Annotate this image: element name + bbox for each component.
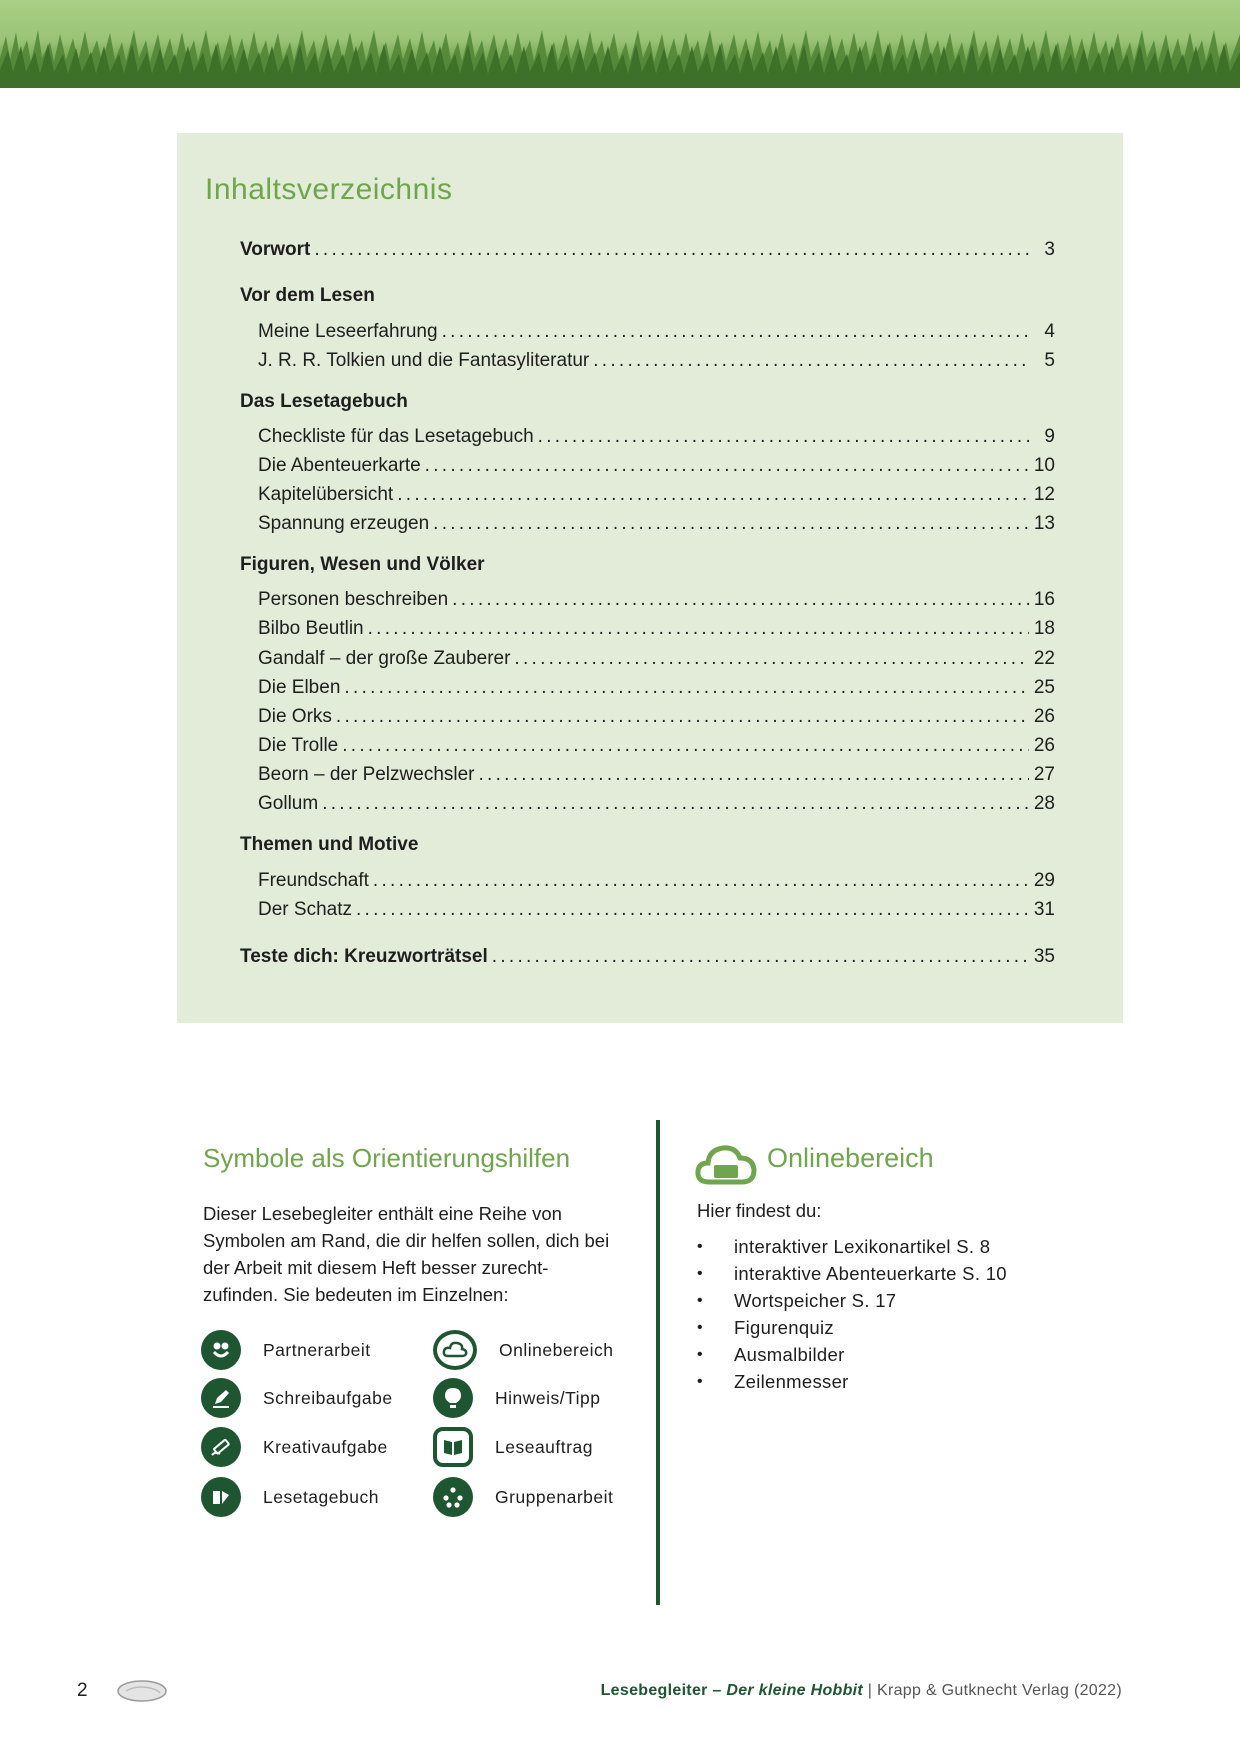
toc-section-heading: Vor dem Lesen (240, 285, 375, 306)
toc-entry[interactable] (258, 676, 1055, 700)
toc-entry[interactable] (258, 763, 1055, 787)
toc-entry-label: Bilbo Beutlin (258, 618, 364, 639)
symbol-label: Leseauftrag (495, 1436, 593, 1457)
toc-entry[interactable] (258, 705, 1055, 729)
symbols-grid (201, 1330, 641, 1530)
partner-icon (201, 1330, 241, 1370)
toc-entry[interactable] (258, 792, 1055, 816)
toc-entry-label: Die Elben (258, 677, 341, 698)
online-list (697, 1233, 1007, 1395)
symbol-label: Onlinebereich (499, 1339, 614, 1360)
symbol-label: Kreativaufgabe (263, 1436, 388, 1457)
pen-icon (201, 1378, 241, 1418)
symbol-item (433, 1477, 613, 1517)
toc-entry[interactable] (258, 869, 1055, 893)
grass-illustration (0, 28, 1240, 88)
toc-entry[interactable] (258, 647, 1055, 671)
toc-entry-page: 13 (1033, 513, 1055, 534)
toc-leader-dots (344, 676, 1029, 700)
toc-entry-page: 28 (1033, 793, 1055, 814)
toc-entry-page: 9 (1044, 426, 1055, 447)
toc-entry-page: 35 (1033, 946, 1055, 967)
toc-entry-page: 12 (1033, 484, 1055, 505)
open-book-icon (433, 1427, 473, 1467)
book-icon (201, 1477, 241, 1517)
pencil-icon (201, 1427, 241, 1467)
toc-leader-dots (425, 454, 1029, 478)
symbol-item (201, 1330, 371, 1370)
toc-entry[interactable] (258, 512, 1055, 536)
toc-entry-page: 4 (1044, 321, 1055, 342)
page-number: 2 (77, 1680, 88, 1701)
toc-section-heading: Das Lesetagebuch (240, 391, 408, 412)
toc-leader-dots (514, 647, 1029, 671)
toc-entry[interactable] (258, 617, 1055, 641)
online-intro: Hier findest du: (697, 1200, 822, 1221)
toc-entry[interactable] (258, 425, 1055, 449)
toc-entry[interactable] (258, 734, 1055, 758)
toc-entry-final[interactable] (240, 945, 1055, 969)
toc-entry-vorwort[interactable] (240, 238, 1055, 262)
toc-entry-page: 29 (1033, 870, 1055, 891)
online-title: Onlinebereich (767, 1143, 934, 1173)
toc-leader-dots (593, 349, 1029, 373)
symbols-title: Symbole als Orientierungshilfen (203, 1143, 571, 1173)
list-item: • Figurenquiz (697, 1314, 1007, 1341)
toc-entry-label: J. R. R. Tolkien und die Fantasyliteratur (258, 350, 590, 371)
toc-entry-label: Die Abenteuerkarte (258, 455, 421, 476)
toc-entry[interactable] (258, 320, 1055, 344)
list-item: • interaktive Abenteuerkarte S. 10 (697, 1260, 1007, 1287)
toc-leader-dots (442, 320, 1029, 344)
toc-entry-label: Gandalf – der große Zauberer (258, 648, 511, 669)
toc-entry-page: 10 (1033, 455, 1055, 476)
toc-leader-dots (336, 705, 1029, 729)
toc-entry-label: Spannung erzeugen (258, 513, 430, 534)
column-divider (656, 1120, 660, 1605)
toc-leader-dots (433, 512, 1029, 536)
toc-box (177, 133, 1123, 1023)
toc-entry-page: 25 (1033, 677, 1055, 698)
symbol-label: Hinweis/Tipp (495, 1387, 601, 1408)
symbol-label: Lesetagebuch (263, 1486, 379, 1507)
toc-entry-label: Vorwort (240, 239, 311, 260)
toc-entry-label: Die Orks (258, 706, 332, 727)
toc-leader-dots (314, 238, 1029, 262)
symbol-item (433, 1330, 613, 1370)
toc-entry-page: 31 (1033, 899, 1055, 920)
symbol-item (201, 1477, 379, 1517)
list-item: • interaktiver Lexikonartikel S. 8 (697, 1233, 1007, 1260)
symbol-item (201, 1427, 388, 1467)
toc-section-heading: Figuren, Wesen und Völker (240, 554, 485, 575)
footer-credit (601, 1682, 1122, 1700)
symbols-intro: Dieser Lesebegleiter enthält eine Reihe von Symbolen am Rand, die dir helfen sollen, dich bei der Arbeit mit diesem Heft besser zurecht-zufinden. Sie bedeuten im Einzelnen: (203, 1203, 610, 1305)
toc-entry-label: Die Trolle (258, 735, 339, 756)
symbol-item (201, 1378, 393, 1418)
toc-leader-dots (479, 763, 1030, 787)
toc-entry[interactable] (258, 483, 1055, 507)
symbol-label: Gruppenarbeit (495, 1486, 614, 1507)
cloud-icon (695, 1138, 757, 1188)
grass-banner (0, 0, 1240, 88)
symbol-item (433, 1427, 593, 1467)
cloud-icon (433, 1330, 477, 1370)
toc-leader-dots (373, 869, 1029, 893)
toc-section-heading: Themen und Motive (240, 834, 419, 855)
toc-title: Inhaltsverzeichnis (205, 173, 453, 206)
toc-entry-label: Teste dich: Kreuzworträtsel (240, 946, 488, 967)
toc-entry-label: Beorn – der Pelzwechsler (258, 764, 475, 785)
toc-leader-dots (356, 898, 1029, 922)
footer-series: Lesebegleiter – (600, 1682, 722, 1699)
toc-entry-label: Gollum (258, 793, 319, 814)
toc-entry-label: Der Schatz (258, 899, 352, 920)
toc-entry[interactable] (258, 349, 1055, 373)
symbol-label: Partnerarbeit (263, 1339, 371, 1360)
group-icon (433, 1477, 473, 1517)
symbol-item (433, 1378, 601, 1418)
toc-entry-page: 5 (1044, 350, 1055, 371)
toc-leader-dots (397, 483, 1029, 507)
stone-icon (116, 1678, 168, 1704)
toc-leader-dots (492, 945, 1029, 969)
lightbulb-icon (433, 1378, 473, 1418)
toc-entry-page: 18 (1033, 618, 1055, 639)
toc-entry-page: 3 (1044, 239, 1055, 260)
toc-entry-page: 22 (1033, 648, 1055, 669)
symbol-label: Schreibaufgabe (263, 1387, 393, 1408)
toc-entry-label: Meine Leseerfahrung (258, 321, 438, 342)
toc-entry[interactable] (258, 588, 1055, 612)
toc-entry[interactable] (258, 454, 1055, 478)
toc-leader-dots (452, 588, 1029, 612)
list-item: • Wortspeicher S. 17 (697, 1287, 1007, 1314)
toc-entry-page: 27 (1033, 764, 1055, 785)
toc-entry[interactable] (258, 898, 1055, 922)
toc-leader-dots (342, 734, 1029, 758)
toc-entry-page: 26 (1033, 735, 1055, 756)
toc-entry-page: 16 (1033, 589, 1055, 610)
toc-entry-page: 26 (1033, 706, 1055, 727)
toc-leader-dots (538, 425, 1029, 449)
toc-leader-dots (368, 617, 1029, 641)
footer-book-title: Der kleine Hobbit (726, 1682, 864, 1699)
toc-entry-label: Checkliste für das Lesetagebuch (258, 426, 534, 447)
list-item: • Zeilenmesser (697, 1368, 1007, 1395)
toc-leader-dots (322, 792, 1029, 816)
toc-entry-label: Kapitelübersicht (258, 484, 394, 505)
toc-entry-label: Personen beschreiben (258, 589, 449, 610)
list-item: • Ausmalbilder (697, 1341, 1007, 1368)
footer-publisher: | Krapp & Gutknecht Verlag (2022) (867, 1682, 1122, 1699)
toc-entry-label: Freundschaft (258, 870, 369, 891)
